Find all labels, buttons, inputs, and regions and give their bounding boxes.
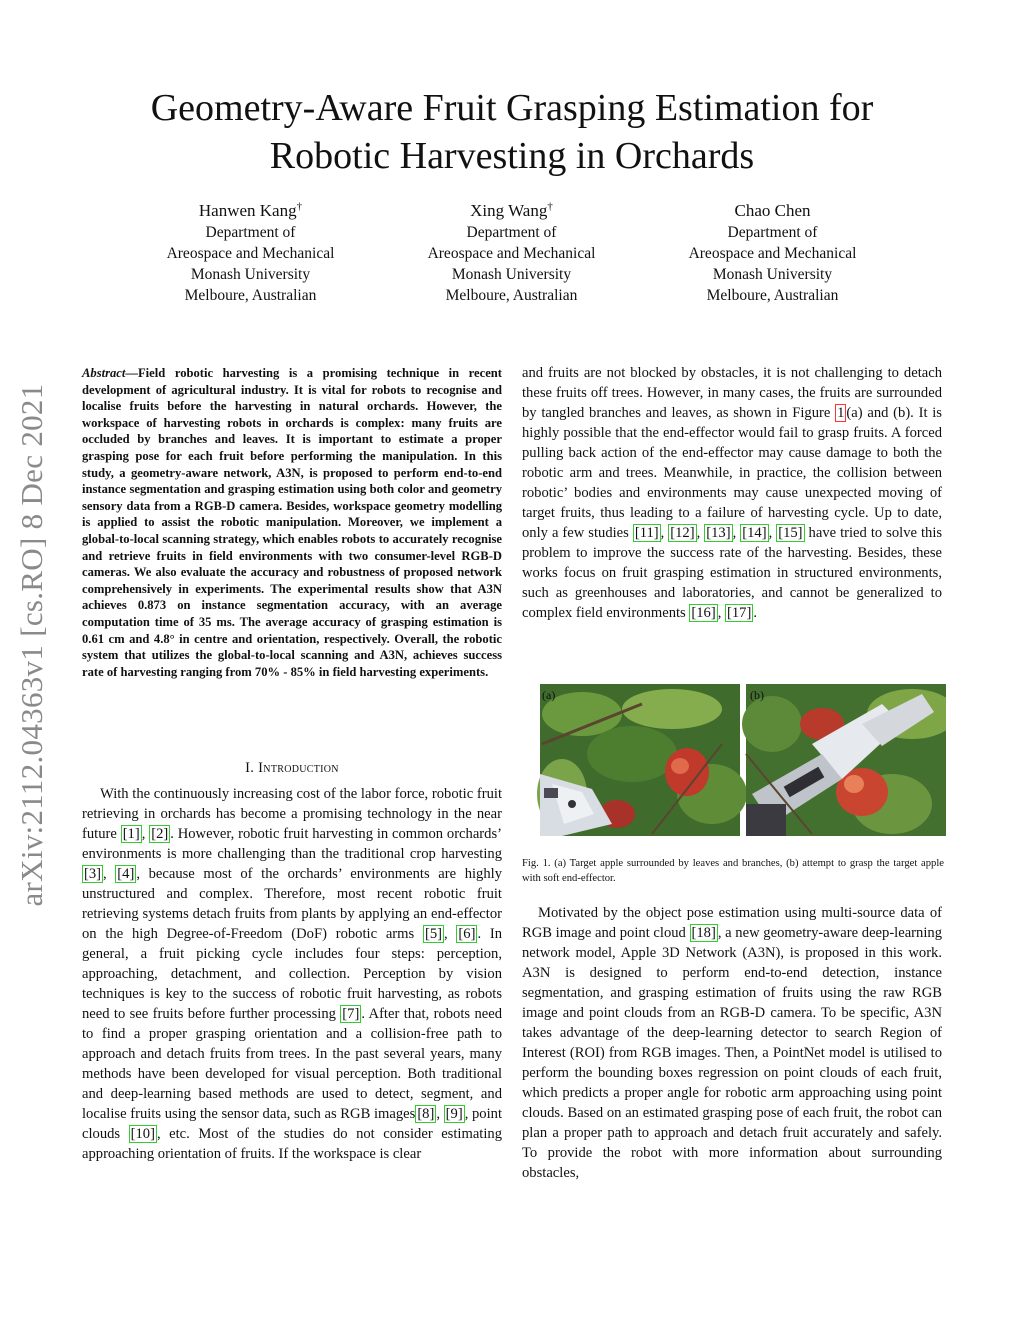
body-text: have tried to solve this problem to improve the success rate of the harvesting. Besides, these works focus on fruit grasping estimation in structured environments, such as greenhouses and laboratories, and cannot be generalized to complex field environments: [522, 525, 943, 621]
citation-5[interactable]: [5]: [424, 926, 442, 942]
body-text: ,: [436, 1106, 444, 1122]
body-text: ,: [660, 525, 669, 541]
paper-title: [80, 84, 944, 180]
author-name: Chao Chen: [734, 201, 811, 220]
author-mark: †: [296, 200, 303, 213]
figure-1: [522, 684, 946, 840]
title-line-1: Geometry-Aware Fruit Grasping Estimation for: [150, 87, 874, 129]
citation-7[interactable]: [7]: [342, 1006, 360, 1022]
figure-ref-1[interactable]: 1: [837, 405, 845, 421]
body-text: (a) and (b). It is highly possible that the end-effector would fail to grasp fruits. A forced pulling back action of the end-effector may cause damage to both the robotic arm and trees. Meanwhile, in practice, the collision between robotic’ bodies and environments may cause unexpected moving of target fruits, thus leading to a failure of harvesting cycle. Up to date, only a few studies: [522, 405, 942, 541]
figure-1b-label: (b): [750, 688, 764, 702]
figure-1b-photo: [742, 684, 946, 836]
body-text: and fruits are not blocked by obstacles, it is not challenging to detach these fruits off trees. However, in many cases, the fruits are surrounded by tangled branches and leaves, as shown in Figure: [522, 365, 942, 421]
intro-paragraph-right: [522, 363, 942, 623]
section-heading-introduction: [82, 760, 502, 777]
author-name: Xing Wang: [470, 201, 548, 220]
section-title: Introduction: [258, 760, 339, 776]
body-text: . However, robotic fruit harvesting in common orchards’ environments is more challenging than the traditional crop harvesting: [82, 826, 503, 862]
body-text: ,: [717, 605, 726, 621]
abstract: [82, 365, 502, 680]
author-university: Monash University: [451, 266, 572, 283]
body-text: , because most of the orchards’ environments are highly unstructured and complex. Therefore, most recent robotic fruit retrieving systems detach fruits from plants by applying an end-effector on the high Degree-of-Freedom (DoF) robotic arms: [82, 866, 502, 942]
abstract-text: —Field robotic harvesting is a promising technique in recent development of agricultural industry. It is vital for robots to recognise and localise fruits before the harvesting in natural orchards. However, the workspace of harvesting robots in orchards is complex: many fruits are occluded by branches and leaves. It is important to estimate a proper grasping pose for each fruit before performing the manipulation. In this study, a geometry-aware network, A3N, is proposed to perform end-to-end instance segmentation and grasping estimation using both color and geometry sensory data from a RGB-D camera. Besides, workspace geometry modelling is applied to assist the robotic manipulation. Moreover, we implement a global-to-local scanning strategy, which enables robots to accurately recognise and retrieve fruits in field environments with two consumer-level RGB-D cameras. We also evaluate the accuracy and robustness of proposed network comprehensively in experiments. The experimental results show that A3N achieves 0.873 on instance segmentation accuracy, with an average computation time of 35 ms. The average accuracy of grasping estimation is 0.61 cm and 4.8° in centre and orientation, respectively. Overall, the robotic system that utilizes the global-to-local scanning and A3N, achieves success rate of harvesting ranging from 70% - 85% in field harvesting experiments.: [82, 366, 502, 679]
body-text: With the continuously increasing cost of the labor force, robotic fruit retrieving in orchards has become a promising technology in the near future: [82, 786, 502, 842]
citation-4[interactable]: [4]: [117, 866, 135, 882]
author-school: Areospace and Mechanical: [427, 245, 596, 262]
body-text: ,: [768, 525, 777, 541]
figure-1-photos: [522, 684, 946, 840]
citation-8[interactable]: [8]: [417, 1106, 435, 1122]
title-line-2: Robotic Harvesting in Orchards: [269, 135, 755, 177]
body-text: Motivated by the object pose estimation using multi-source data of RGB image and point cloud: [522, 905, 942, 941]
citation-13[interactable]: [13]: [706, 525, 731, 541]
citation-2[interactable]: [2]: [151, 826, 169, 842]
author-dept: Department of: [205, 224, 296, 241]
citation-18[interactable]: [18]: [691, 925, 716, 941]
arxiv-sidebar: [6, 360, 58, 930]
body-text: , point clouds: [82, 1106, 502, 1142]
figure-1-caption: Fig. 1. (a) Target apple surrounded by leaves and branches, (b) attempt to grasp the target apple with soft end-effector.: [522, 858, 944, 884]
citation-17[interactable]: [17]: [727, 605, 752, 621]
citation-16[interactable]: [16]: [691, 605, 716, 621]
author-school: Areospace and Mechanical: [166, 245, 335, 262]
citation-15[interactable]: [15]: [778, 525, 803, 541]
body-text: ,: [732, 525, 741, 541]
figure-1a-photo: [537, 684, 747, 836]
author-mark: †: [547, 200, 553, 213]
author-city: Melboure, Australian: [706, 287, 839, 304]
author-school: Areospace and Mechanical: [688, 245, 857, 262]
figure-1a-label: (a): [542, 688, 556, 702]
author-university: Monash University: [190, 266, 311, 283]
body-text: , a new geometry-aware deep-learning network model, Apple 3D Network (A3N), is proposed in this work. A3N is designed to perform end-to-end detection, instance segmentation, and grasping estimation of fruits using the raw RGB image and point clouds from an RGB-D camera. To be specific, A3N takes advantage of the deep-learning detector to search Region of Interest (ROI) from RGB images. Then, a PointNet model is utilised to perform the bounding boxes regression on point clouds of each fruit, which predicts a proper angle for robotic arm approaching using point clouds. Based on an estimated grasping pose of each fruit, the robot can plan a proper path to approach and detach fruit accurately and safely. To provide the robot with more information about surrounding obstacles,: [522, 925, 942, 1181]
citation-6[interactable]: [6]: [458, 926, 476, 942]
citation-14[interactable]: [14]: [742, 525, 767, 541]
arxiv-identifier: arXiv:2112.04363v1 [cs.RO] 8 Dec 2021: [14, 383, 49, 907]
body-text: ,: [696, 525, 705, 541]
body-text: , etc. Most of the studies do not consider estimating approaching orientation of fruits. If the workspace is clear: [82, 1126, 502, 1162]
author-name: Hanwen Kang: [198, 201, 297, 220]
body-text: . In general, a fruit picking cycle includes four steps: perception, approaching, detachment, and collection. Perception by vision techniques is key to the success of robotic fruit harvesting, as robots need to see fruits before further processing: [82, 926, 503, 1022]
author-3: [642, 200, 903, 306]
author-city: Melboure, Australian: [445, 287, 578, 304]
citation-12[interactable]: [12]: [670, 525, 695, 541]
intro-paragraph-left: [82, 784, 502, 1164]
author-dept: Department of: [466, 224, 557, 241]
citation-9[interactable]: [9]: [445, 1106, 463, 1122]
section-number: I.: [245, 760, 255, 776]
citation-1[interactable]: [1]: [122, 826, 140, 842]
author-1: [120, 200, 381, 306]
body-text: . After that, robots need to find a proper grasping orientation and a collision-free path to approach and detach fruits from trees. In the past several years, many methods have been developed for visual perception. Both traditional and deep-learning based methods are used to detect, segment, and localise fruits using the sensor data, such as RGB images: [82, 1006, 502, 1122]
citation-10[interactable]: [10]: [130, 1126, 155, 1142]
body-text: ,: [443, 926, 457, 942]
body-text: ,: [103, 866, 116, 882]
body-text: ,: [141, 826, 150, 842]
motivation-paragraph: [522, 903, 942, 1183]
author-2: [381, 200, 642, 306]
author-university: Monash University: [712, 266, 833, 283]
author-city: Melboure, Australian: [184, 287, 317, 304]
citation-11[interactable]: [11]: [634, 525, 659, 541]
abstract-label: Abstract: [82, 366, 126, 380]
citation-3[interactable]: [3]: [84, 866, 102, 882]
body-text: .: [753, 605, 757, 621]
author-dept: Department of: [727, 224, 818, 241]
